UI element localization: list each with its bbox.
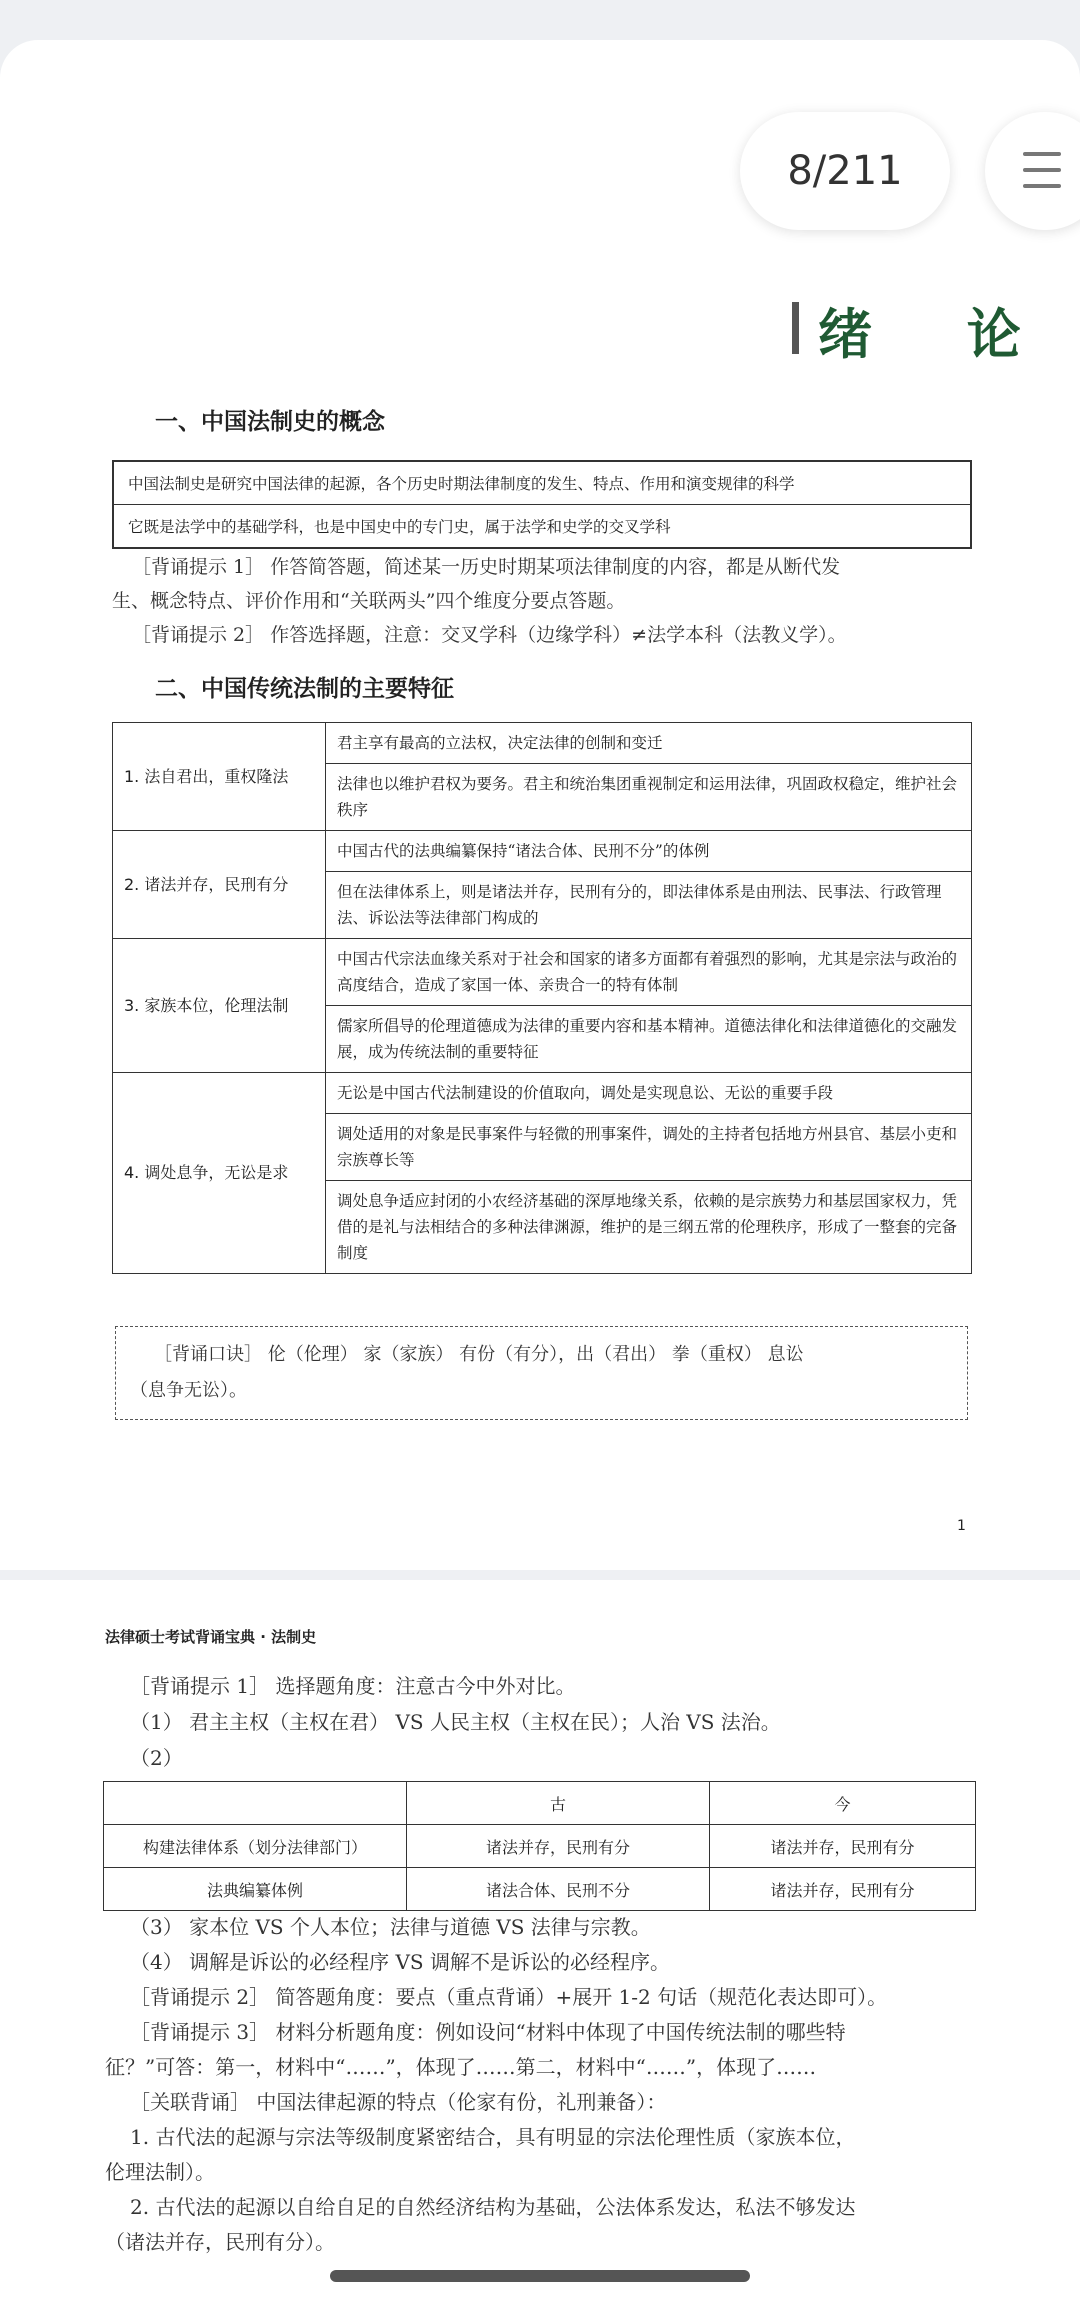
table-row	[104, 1868, 976, 1911]
page-number: 1	[957, 1518, 966, 1534]
table-row	[113, 831, 972, 872]
concept-row-2: 它既是法学中的基础学科，也是中国史中的专门史，属于法学和史学的交叉学科	[128, 518, 671, 536]
table-row	[113, 723, 972, 764]
text-line: 伦理法制）。	[105, 2160, 215, 2184]
menu-button[interactable]	[985, 112, 1080, 230]
text-line: （2）	[130, 1746, 183, 1770]
tip-1-line-1: ［背诵提示 1］ 作答简答题，简述某一历史时期某项法律制度的内容，都是从断代发	[132, 556, 841, 578]
feature-1-item-1: 君主享有最高的立法权，决定法律的创制和变迁	[326, 723, 972, 764]
feature-1-item-2: 法律也以维护君权为要务。君主和统治集团重视制定和运用法律，巩固政权稳定，维护社会秩序	[326, 764, 972, 831]
page-indicator[interactable]	[740, 112, 950, 230]
text-line: （1） 君主主权（主权在君） VS 人民主权（主权在民）；人治 VS 法治。	[130, 1710, 781, 1734]
menu-icon-line-1	[1023, 152, 1061, 156]
table-row	[113, 1073, 972, 1114]
text-line: 2. 古代法的起源以自给自足的自然经济结构为基础，公法体系发达，私法不够发达	[130, 2195, 856, 2219]
table-header-cell: 今	[710, 1782, 976, 1825]
tip-2: ［背诵提示 2］ 作答选择题，注意：交叉学科（边缘学科）≠法学本科（法教义学）。	[132, 624, 847, 646]
concept-row-1: 中国法制史是研究中国法律的起源，各个历史时期法律制度的发生、特点、作用和演变规律的科学	[114, 462, 970, 505]
mnemonic-box	[115, 1326, 968, 1420]
document-page-1	[0, 40, 1080, 1570]
feature-2-item-1: 中国古代的法典编纂保持“诸法合体、民刑不分”的体例	[326, 831, 972, 872]
text-line: ［背诵提示 2］ 简答题角度：要点（重点背诵）+展开 1-2 句话（规范化表达即可）。	[130, 1985, 888, 2009]
page-2-intro	[130, 1668, 980, 1776]
section-1-title: 一、中国法制史的概念	[155, 409, 385, 435]
table-row	[113, 939, 972, 1006]
feature-1-key: 1. 法自君出，重权隆法	[113, 723, 326, 831]
page-indicator-text: 8/211	[787, 148, 903, 194]
text-line: ［背诵提示 1］ 选择题角度：注意古今中外对比。	[130, 1674, 576, 1698]
table-row	[104, 1825, 976, 1868]
table-header-cell: 古	[407, 1782, 710, 1825]
chapter-title-bar	[792, 302, 799, 354]
feature-4-item-1: 无讼是中国古代法制建设的价值取向，调处是实现息讼、无讼的重要手段	[326, 1073, 972, 1114]
table-cell: 诸法并存，民刑有分	[710, 1868, 976, 1911]
feature-2-key: 2. 诸法并存，民刑有分	[113, 831, 326, 939]
tip-1-line-2: 生、概念特点、评价作用和“关联两头”四个维度分要点答题。	[112, 590, 626, 612]
tip-1	[112, 550, 982, 618]
text-line: （4） 调解是诉讼的必经程序 VS 调解不是诉讼的必经程序。	[130, 1950, 670, 1974]
text-line: ［背诵提示 3］ 材料分析题角度：例如设问“材料中体现了中国传统法制的哪些特	[130, 2020, 846, 2044]
table-row	[104, 1782, 976, 1825]
text-line: ［关联背诵］ 中国法律起源的特点（伦家有份，礼刑兼备）：	[130, 2090, 667, 2114]
text-line: 1. 古代法的起源与宗法等级制度紧密结合，具有明显的宗法伦理性质（家族本位，	[130, 2125, 856, 2149]
mnemonic-line-1: ［背诵口诀］ 伦（伦理） 家（家族） 有份（有分），出（君出） 拳（重权） 息讼	[154, 1344, 804, 1365]
table-cell: 构建法律体系（划分法律部门）	[104, 1825, 407, 1868]
table-header-cell	[104, 1782, 407, 1825]
feature-3-item-2: 儒家所倡导的伦理道德成为法律的重要内容和基本精神。道德法律化和法律道德化的交融发展，成为传统法制的重要特征	[326, 1006, 972, 1073]
feature-4-item-3: 调处息争适应封闭的小农经济基础的深厚地缘关系，依赖的是宗族势力和基层国家权力，凭借的是礼与法相结合的多种法律渊源，维护的是三纲五常的伦理秩序，形成了一整套的完备制度	[326, 1181, 972, 1274]
page-2-body	[105, 1910, 985, 2260]
chapter-title: 绪 论	[818, 302, 1059, 366]
text-line: （诸法并存，民刑有分）。	[105, 2230, 335, 2254]
table-cell: 诸法并存，民刑有分	[710, 1825, 976, 1868]
concept-box	[112, 460, 972, 549]
feature-4-key: 4. 调处息争，无讼是求	[113, 1073, 326, 1274]
text-line: 征？”可答：第一，材料中“……”，体现了……第二，材料中“……”，体现了……	[105, 2055, 817, 2079]
menu-icon-line-2	[1023, 168, 1061, 172]
section-2-title: 二、中国传统法制的主要特征	[155, 676, 454, 702]
table-cell: 法典编纂体例	[104, 1868, 407, 1911]
table-cell: 诸法合体、民刑不分	[407, 1868, 710, 1911]
menu-icon-line-3	[1023, 184, 1061, 188]
feature-2-item-2: 但在法律体系上，则是诸法并存，民刑有分的，即法律体系是由刑法、民事法、行政管理法、诉讼法等法律部门构成的	[326, 872, 972, 939]
table-cell: 诸法并存，民刑有分	[407, 1825, 710, 1868]
text-line: （3） 家本位 VS 个人本位；法律与道德 VS 法律与宗教。	[130, 1915, 651, 1939]
compare-table	[103, 1781, 976, 1911]
mnemonic-line-2: （息争无讼）。	[130, 1380, 247, 1401]
feature-4-item-2: 调处适用的对象是民事案件与轻微的刑事案件，调处的主持者包括地方州县官、基层小吏和宗族尊长等	[326, 1114, 972, 1181]
feature-3-item-1: 中国古代宗法血缘关系对于社会和国家的诸多方面都有着强烈的影响，尤其是宗法与政治的高度结合，造成了家国一体、亲贵合一的特有体制	[326, 939, 972, 1006]
home-indicator[interactable]	[330, 2270, 750, 2282]
running-header: 法律硕士考试背诵宝典 · 法制史	[105, 1628, 317, 1646]
features-table	[112, 722, 972, 1274]
feature-3-key: 3. 家族本位，伦理法制	[113, 939, 326, 1073]
